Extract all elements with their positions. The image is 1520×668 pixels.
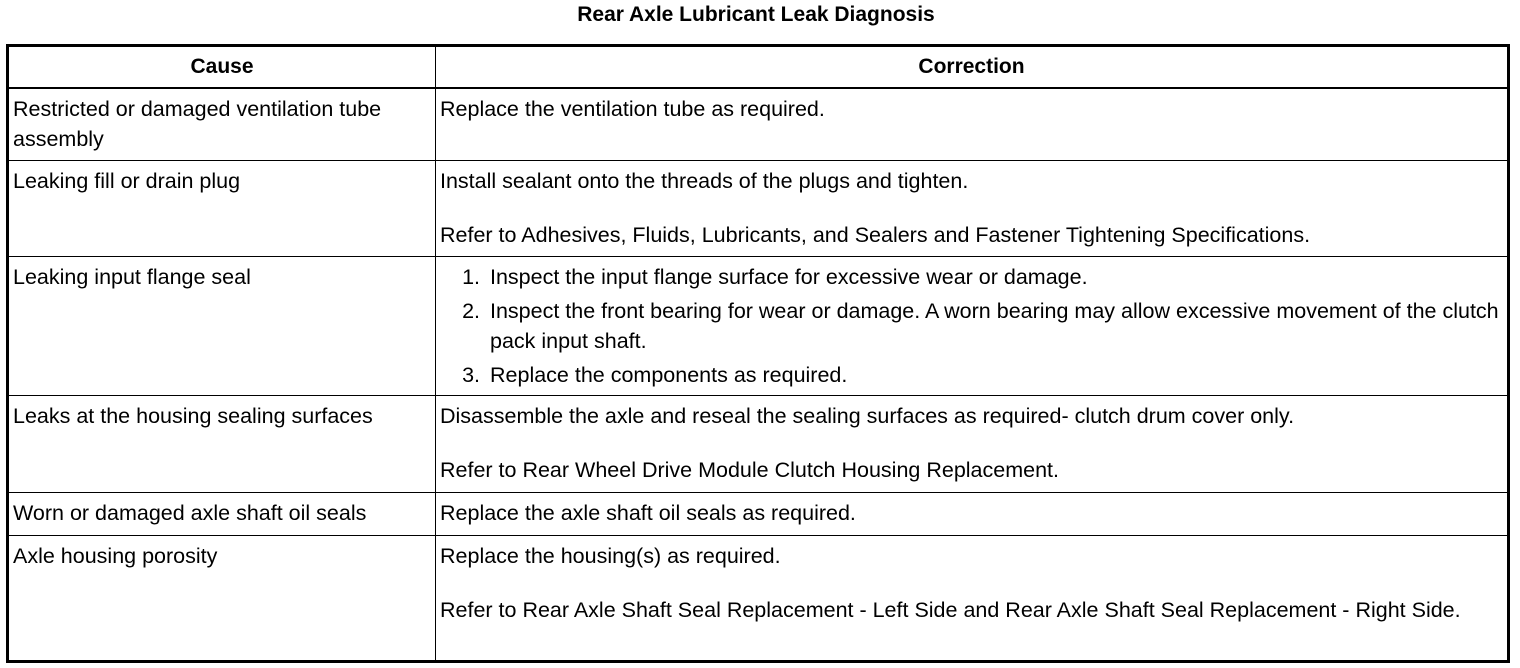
correction-text: Replace the axle shaft oil seals as required. [440, 500, 856, 525]
table-row [8, 88, 1509, 160]
column-header-cause: Cause [8, 46, 436, 89]
correction-cell [436, 535, 1509, 661]
cause-cell: Axle housing porosity [8, 535, 436, 661]
correction-cell [436, 88, 1509, 160]
column-header-correction: Correction [436, 46, 1509, 89]
correction-steps-list [440, 262, 1503, 390]
page-title: Rear Axle Lubricant Leak Diagnosis [577, 3, 935, 26]
correction-text: Replace the ventilation tube as required. [440, 97, 825, 121]
diagnosis-table [6, 44, 1510, 663]
correction-cell [436, 256, 1509, 395]
cause-cell: Worn or damaged axle shaft oil seals [8, 492, 436, 535]
correction-reference-text: Refer to Rear Wheel Drive Module Clutch Housing Replacement. [440, 457, 1059, 482]
table-row [8, 535, 1509, 661]
correction-text: Install sealant onto the threads of the plugs and tighten. [440, 168, 969, 193]
table-row [8, 395, 1509, 492]
cause-cell: Leaking input flange seal [8, 256, 436, 395]
correction-step: 3. Replace the components as required. [486, 360, 1503, 390]
correction-reference-text: Refer to Adhesives, Fluids, Lubricants, and Sealers and Fastener Tightening Specifications. [440, 222, 1311, 247]
table-row [8, 160, 1509, 256]
correction-text: Replace the housing(s) as required. [440, 543, 781, 568]
correction-cell [436, 160, 1509, 256]
cause-cell: Restricted or damaged ventilation tube assembly [8, 88, 436, 160]
correction-step: 1. Inspect the input flange surface for excessive wear or damage. [486, 262, 1503, 292]
correction-cell [436, 492, 1509, 535]
table-row [8, 492, 1509, 535]
correction-step: 2. Inspect the front bearing for wear or damage. A worn bearing may allow excessive movement of the clutch pack input shaft. [486, 296, 1503, 356]
table-header-row [8, 46, 1509, 89]
correction-cell [436, 395, 1509, 492]
correction-reference-text: Refer to Rear Axle Shaft Seal Replacement - Left Side and Rear Axle Shaft Seal Replacement - Right Side. [440, 597, 1461, 622]
cause-cell: Leaks at the housing sealing surfaces [8, 395, 436, 492]
table-row [8, 256, 1509, 395]
correction-text: Disassemble the axle and reseal the sealing surfaces as required- clutch drum cover only. [440, 403, 1295, 428]
cause-cell: Leaking fill or drain plug [8, 160, 436, 256]
